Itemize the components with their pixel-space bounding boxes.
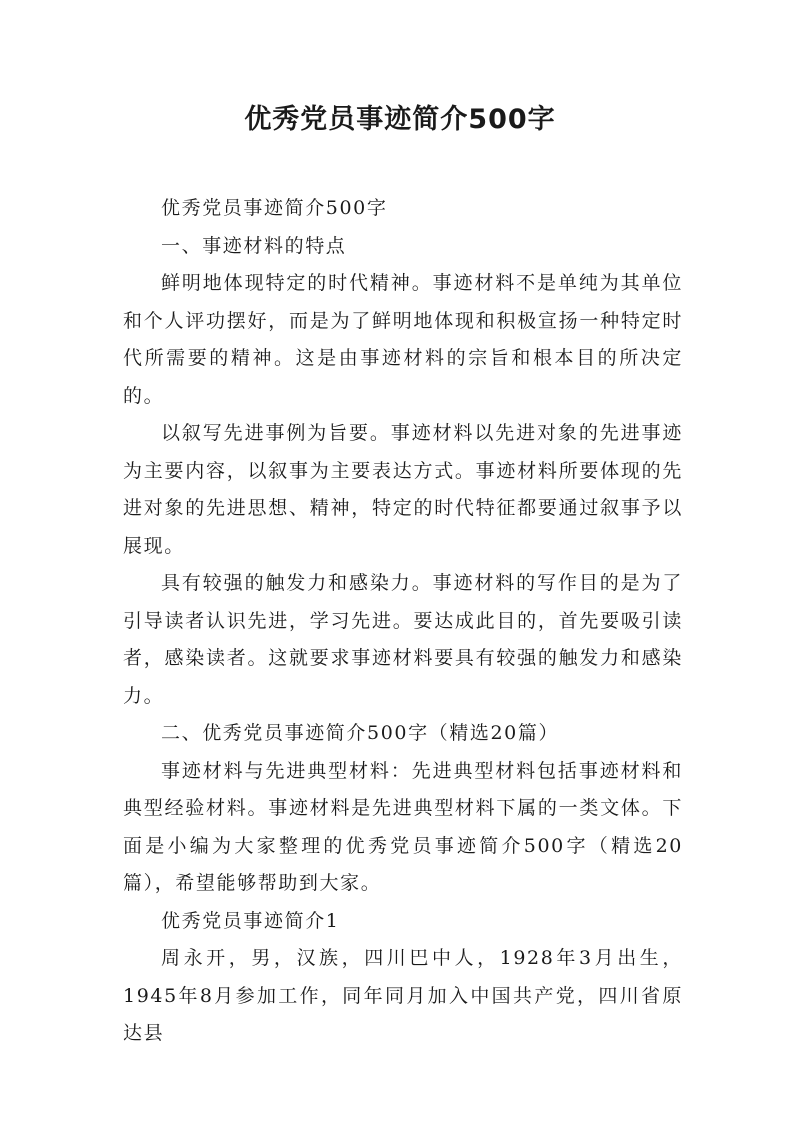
document-body	[123, 190, 683, 1053]
section-heading: 优秀党员事迹简介1	[161, 909, 340, 932]
section-heading: 二、优秀党员事迹简介500字（精选20篇）	[161, 722, 560, 744]
paragraph: 以叙写先进事例为旨要。事迹材料以先进对象的先进事迹为主要内容，以叙事为主要表达方式。事迹材料所要体现的先进对象的先进思想、精神，特定的时代特征都要通过叙事予以展现。	[123, 422, 683, 557]
section-heading: 一、事迹材料的特点	[161, 234, 347, 257]
paragraph: 具有较强的触发力和感染力。事迹材料的写作目的是为了引导读者认识先进，学习先进。要达成此目的，首先要吸引读者，感染读者。这就要求事迹材料要具有较强的触发力和感染力。	[123, 572, 683, 707]
document-title: 优秀党员事迹简介500字	[244, 104, 556, 135]
paragraph: 鲜明地体现特定的时代精神。事迹材料不是单纯为其单位和个人评功摆好，而是为了鲜明地体现和积极宣扬一种特定时代所需要的精神。这是由事迹材料的宗旨和根本目的所决定的。	[123, 272, 683, 407]
paragraph: 事迹材料与先进典型材料：先进典型材料包括事迹材料和典型经验材料。事迹材料是先进典型材料下属的一类文体。下面是小编为大家整理的优秀党员事迹简介500字（精选20篇），希望能够帮助到大家。	[123, 759, 683, 894]
paragraph: 周永开，男，汉族，四川巴中人，1928年3月出生，1945年8月参加工作，同年同月加入中国共产党，四川省原达县	[123, 947, 683, 1044]
paragraph-subtitle: 优秀党员事迹简介500字	[161, 197, 388, 219]
